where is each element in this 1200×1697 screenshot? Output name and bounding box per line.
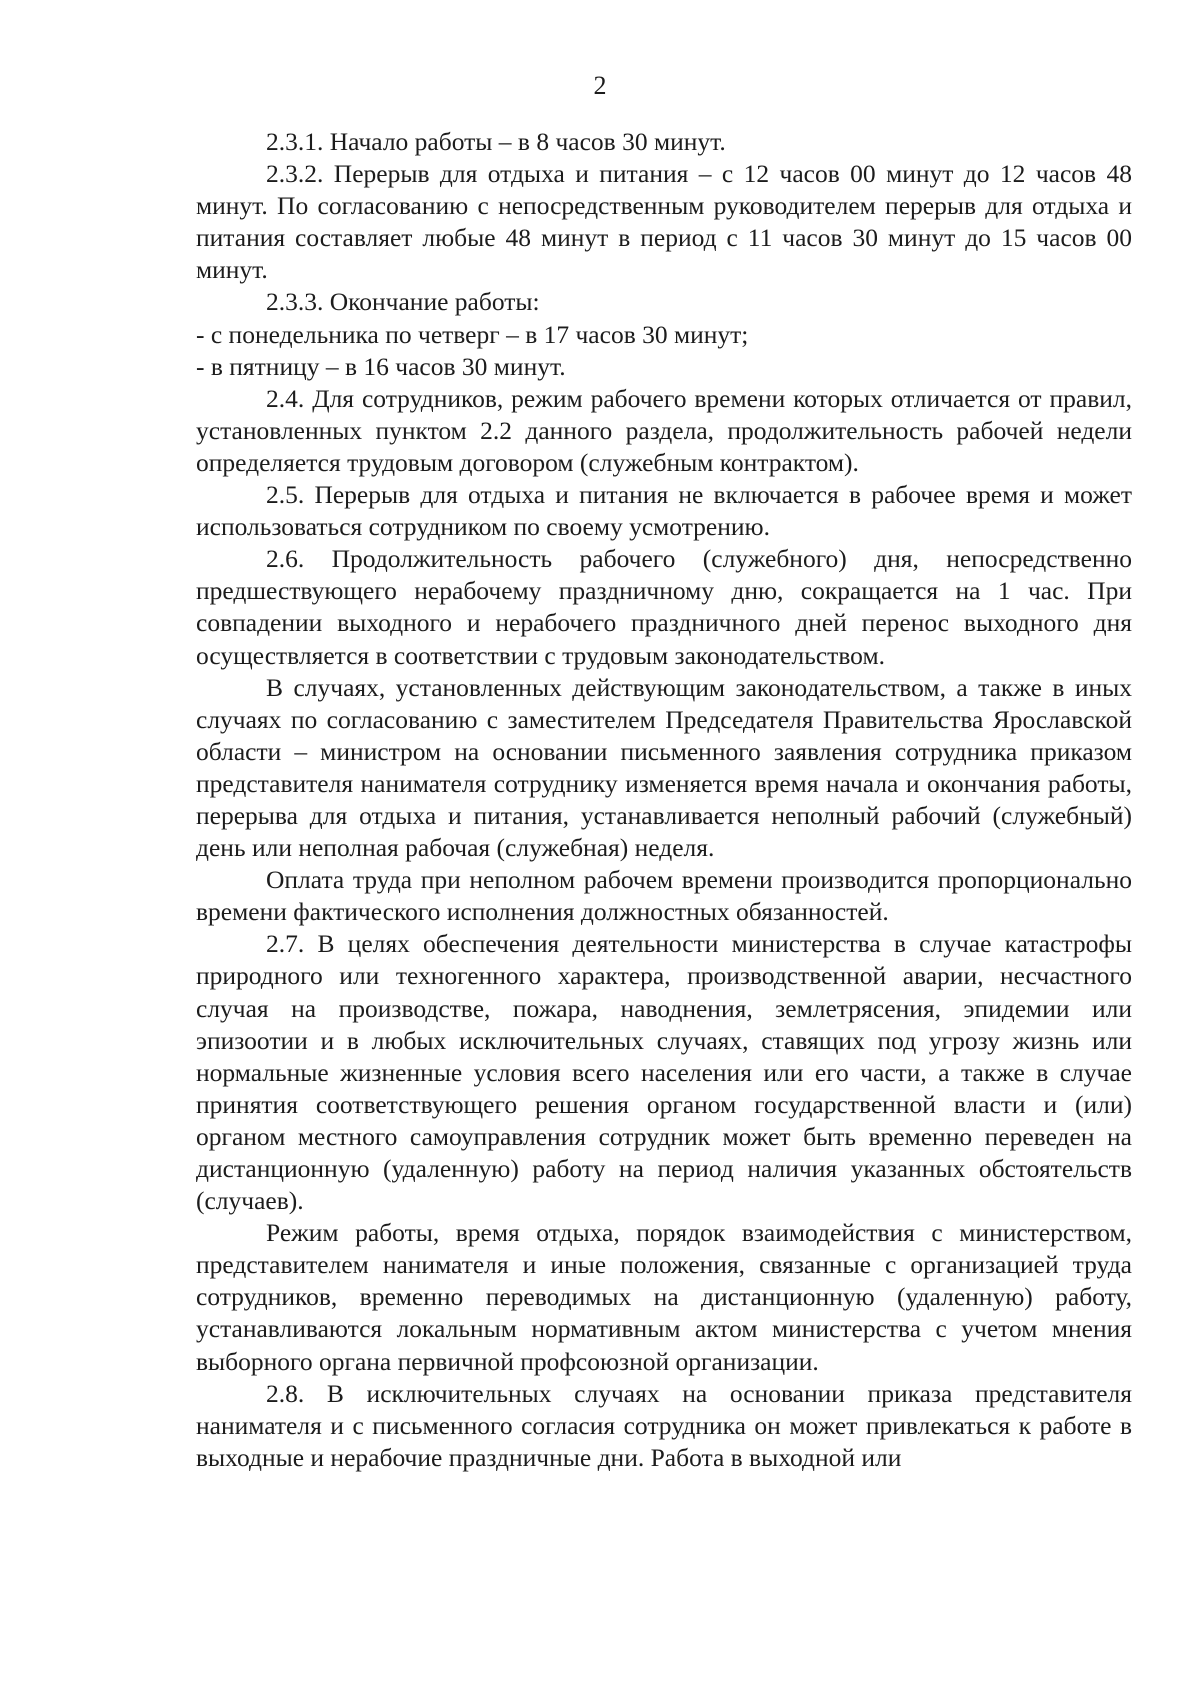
paragraph-2-3-2: 2.3.2. Перерыв для отдыха и питания – с 12 часов 00 минут до 12 часов 48 минут. По согласованию с непосредственным руководителем перерыв для отдыха и питания составляет любые 48 минут в период с 11 часов 30 минут до 15 часов 00 минут. (196, 159, 1132, 285)
paragraph-2-6-cases: В случаях, установленных действующим законодательством, а также в иных случаях по согласованию с заместителем Председателя Правительства Ярославской области – министром на основании письменного заявления сотрудника приказом представителя нанимателя сотруднику изменяется время начала и окончания работы, перерыва для отдыха и питания, устанавливается неполный рабочий (служебный) день или неполная рабочая (служебная) неделя. (196, 672, 1132, 863)
paragraph-2-3-1: 2.3.1. Начало работы – в 8 часов 30 минут. (266, 127, 726, 156)
paragraph-2-3-3: 2.3.3. Окончание работы: (266, 287, 540, 317)
paragraph-2-7-regime: Режим работы, время отдыха, порядок взаимодействия с министерством, представителем нанимателя и иные положения, связанные с организацией труда сотрудников, временно переводимых на дистанционную (удаленную) работу, устанавливаются локальным нормативным актом министерства с учетом мнения выборного органа первичной профсоюзной организации. (196, 1218, 1132, 1376)
list-item-friday: - в пятницу – в 16 часов 30 минут. (196, 351, 566, 381)
paragraph-2-6: 2.6. Продолжительность рабочего (служебного) дня, непосредственно предшествующего нерабочему праздничному дню, сокращается на 1 час. При совпадении выходного и нерабочего праздничного дней перенос выходного дня осуществляется в соответствии с трудовым законодательством. (196, 544, 1132, 670)
paragraph-2-6-payment: Оплата труда при неполном рабочем времени производится пропорционально времени фактического исполнения должностных обязанностей. (196, 865, 1132, 927)
paragraph-2-4: 2.4. Для сотрудников, режим рабочего времени которых отличается от правил, установленных пунктом 2.2 данного раздела, продолжительность рабочей недели определяется трудовым договором (служебным контрактом). (196, 383, 1132, 477)
paragraph-2-8: 2.8. В исключительных случаях на основании приказа представителя нанимателя и с письменного согласия сотрудника он может привлекаться к работе в выходные и нерабочие праздничные дни. Работа в выходной или (196, 1378, 1132, 1472)
document-body (196, 126, 1132, 1474)
paragraph-2-7: 2.7. В целях обеспечения деятельности министерства в случае катастрофы природного или техногенного характера, производственной аварии, несчастного случая на производстве, пожара, наводнения, землетрясения, эпидемии или эпизоотии и в любых исключительных случаях, ставящих под угрозу жизнь или нормальные жизненные условия всего населения или его части, а также в случае принятия соответствующего решения органом государственной власти и (или) органом местного самоуправления сотрудник может быть временно переведен на дистанционную (удаленную) работу на период наличия указанных обстоятельств (случаев). (196, 929, 1132, 1216)
page-number: 2 (593, 71, 607, 100)
list-item-mon-thu: - с понедельника по четверг – в 17 часов 30 минут; (196, 319, 749, 349)
paragraph-2-5: 2.5. Перерыв для отдыха и питания не включается в рабочее время и может использоваться сотрудником по своему усмотрению. (196, 480, 1132, 542)
